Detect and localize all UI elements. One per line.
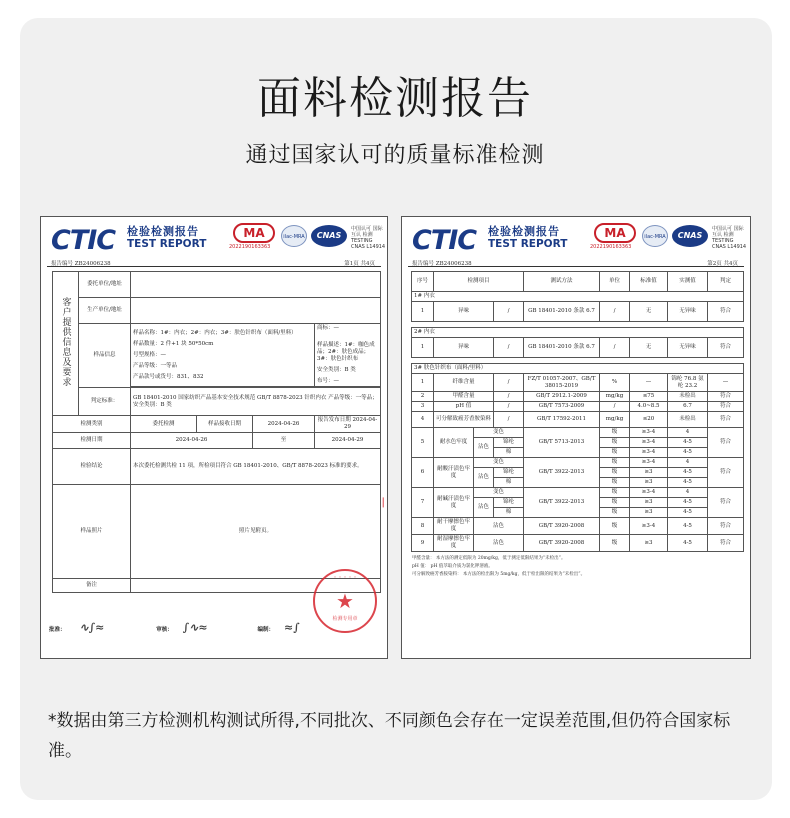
- table-row: 4 可分解致癌芳香胺染料 / GB/T 17592-2011 mg/kg ≤20 未检出 符合: [412, 412, 744, 428]
- table-row: 5 耐水色牢度 变色 GB/T 5713-2013 级 ≥3-4 4 符合: [412, 428, 744, 438]
- table-row: 沾色 锦纶 级 ≥3 4-5: [412, 498, 744, 508]
- table-row: 9 耐湿摩擦色牢度 沾色 GB/T 3920-2008 级 ≥3 4-5 符合: [412, 535, 744, 552]
- brand-label: 商标：—: [317, 325, 340, 331]
- table-row: 棉 级 ≥3-4 4-5: [412, 448, 744, 458]
- sample-photo-text: 照片见附页。: [131, 485, 381, 579]
- review-signature: ∫∿≈: [182, 621, 208, 634]
- col-header: 实测值: [668, 272, 708, 292]
- commission-unit-label: 委托单位/地址: [79, 272, 131, 298]
- test-date-label: 检测日期: [53, 433, 131, 449]
- ma-number: 2022190163363: [590, 244, 632, 250]
- table-row: 沾色 锦纶 级 ≥3 4-5: [412, 468, 744, 478]
- page-number: 第2页 共4页: [707, 261, 738, 267]
- prepare-label: 编制：: [257, 627, 275, 633]
- seal-star-icon: ★: [336, 589, 354, 613]
- table-row: 棉 级 ≥3 4-5: [412, 508, 744, 518]
- producer-label: 生产单位/地址: [79, 298, 131, 324]
- section-row: 1# 内衣: [412, 292, 744, 302]
- client-info-table: [52, 271, 381, 593]
- cnas-logo: CNAS: [672, 225, 708, 247]
- table-row: 2 甲醛含量 / GB/T 2912.1-2009 mg/kg ≤75 未检出 符合: [412, 392, 744, 402]
- table-row: 1 异味 / GB 18401-2010 条款 6.7 / 无 无异味 符合: [412, 338, 744, 358]
- approve-label: 批准：: [49, 627, 66, 633]
- ilac-mra-logo: ilac-MRA: [281, 225, 307, 247]
- sample-photo-label: 样品照片: [53, 485, 131, 579]
- test-results-table: [411, 271, 744, 552]
- col-header: 检测项目: [434, 272, 524, 292]
- remark-label: 备注: [53, 579, 131, 593]
- lot-no: 布号：—: [317, 378, 340, 384]
- seal-text: 检测专用章: [332, 616, 358, 622]
- header-rule: [47, 266, 381, 267]
- sample-info-label: 样品信息: [79, 324, 131, 388]
- ctic-logo: CTIC: [51, 225, 116, 256]
- sample-name: 样品名称：1#：内衣；2#：内衣；3#：肤色针织布（面料/里料）: [133, 329, 297, 336]
- report-title-cn: 检验检测报告: [127, 225, 199, 238]
- report-page-1: [40, 216, 388, 659]
- cnas-label: 中国认可 国际互认 检测 TESTING CNAS L14914: [351, 226, 386, 250]
- ma-number: 2022190163363: [229, 244, 271, 250]
- col-header: 测试方法: [524, 272, 600, 292]
- model-spec: 号型规格：—: [133, 351, 167, 358]
- issue-date-value: 2024-04-29: [344, 417, 378, 430]
- ma-mark: MA: [594, 223, 636, 243]
- product-grade: 产品等级：一等品: [133, 362, 178, 369]
- report-header: [47, 221, 386, 256]
- prepare-signature: ≈∫: [284, 621, 300, 634]
- disclaimer-note: *数据由第三方检测机构测试所得,不同批次、不同颜色会存在一定误差范围,但仍符合国家标准。: [48, 711, 731, 761]
- cnas-label: 中国认可 国际互认 检测 TESTING CNAS L14914: [712, 226, 747, 250]
- conclusion-label: 检验结论: [53, 449, 131, 485]
- ilac-mra-logo: ilac-MRA: [642, 225, 668, 247]
- test-type-label: 检测类别: [53, 416, 131, 433]
- page-number: 第1页 共4页: [344, 261, 375, 267]
- ctic-logo: CTIC: [412, 225, 477, 256]
- section-row: 3# 肤色针织布（面料/里料）: [412, 364, 744, 374]
- table-note: 甲醛含量： 本方法的测定低限为 20mg/kg，低于测定低限结果为“未检出”。: [412, 556, 566, 561]
- test-date-to: 2024-04-29: [315, 433, 381, 449]
- table-row: 1 纤维含量 / FZ/T 01057-2007、GB/T 38015-2019 % — 锦纶 76.8 氨纶 23.2 —: [412, 374, 744, 392]
- header-rule: [408, 266, 744, 267]
- standard-label: 判定标准：: [79, 388, 131, 416]
- table-row: 8 耐干摩擦色牢度 沾色 GB/T 3920-2008 级 ≥3-4 4-5 符合: [412, 518, 744, 535]
- recv-date-value: 2024-04-26: [253, 416, 315, 433]
- ma-mark: MA: [233, 223, 275, 243]
- table-note: pH 值： pH 值萃取介质为氯化钾溶液。: [412, 564, 493, 569]
- col-header: 序号: [412, 272, 434, 292]
- report-title-en: TEST REPORT: [127, 238, 207, 250]
- review-label: 审核：: [156, 627, 173, 633]
- report-header: [408, 221, 747, 256]
- test-type-value: 委托检测: [131, 416, 197, 433]
- standard-value: GB 18401-2010 国家纺织产品基本安全技术规范 GB/T 8878-2023 针织内衣 产品等级：一等品；安全类别：B 类: [131, 388, 381, 416]
- report-title-en: TEST REPORT: [488, 238, 568, 250]
- style-no: 产品款号或货号：831、832: [133, 373, 204, 380]
- client-section-label: 客户提供信息及要求: [53, 272, 79, 416]
- sample-desc: 样品描述：1#：咖色成品；2#：肤色成品；3#：肤色针织布: [317, 342, 375, 362]
- col-header: 标准值: [630, 272, 668, 292]
- table-note: 可分解致癌芳香胺染料： 本方法的检出限为 5mg/kg，低于检出限的结果为“未检出”。: [412, 572, 586, 577]
- issue-date-label: 报告发布日期: [317, 417, 351, 423]
- safety-class: 安全类别：B 类: [317, 367, 356, 373]
- page-title: 面料检测报告: [257, 73, 533, 124]
- recv-date-label: 样品接收日期: [197, 416, 253, 433]
- table-row: 沾色 锦纶 级 ≥3-4 4-5: [412, 438, 744, 448]
- table-row: 棉 级 ≥3 4-5: [412, 478, 744, 488]
- table-row: 6 耐酸汗渍色牢度 变色 GB/T 3922-2013 级 ≥3-4 4 符合: [412, 458, 744, 468]
- report-title-cn: 检验检测报告: [488, 225, 560, 238]
- section-row: 2# 内衣: [412, 328, 744, 338]
- test-date-from: 2024-04-26: [131, 433, 253, 449]
- official-seal: ◦ ◦ ◦ ◦ ◦ ★ 检测专用章: [313, 569, 377, 633]
- table-header-row: [412, 272, 744, 292]
- approve-signature: ∿∫≈: [79, 621, 105, 634]
- table-row: 1 异味 / GB 18401-2010 条款 6.7 / 无 无异味 符合: [412, 302, 744, 322]
- seam-stamp-mark: ❘: [379, 497, 388, 508]
- sample-qty: 样品数量：2 件+1 块 50*50cm: [133, 340, 214, 347]
- col-header: 单位: [600, 272, 630, 292]
- col-header: 判定: [708, 272, 744, 292]
- table-row: 3 pH 值 / GB/T 7573-2009 / 4.0~8.5 6.7 符合: [412, 402, 744, 412]
- report-page-2: [401, 216, 751, 659]
- report-number: 报告编号 ZB24006238: [51, 261, 111, 267]
- report-number: 报告编号 ZB24006238: [412, 261, 472, 267]
- conclusion-text: 本次委托检测共检 11 项，所检项目符合 GB 18401-2010、GB/T 8878-2023 标准的要求。: [131, 449, 381, 485]
- cnas-logo: CNAS: [311, 225, 347, 247]
- table-row: 7 耐碱汗渍色牢度 变色 GB/T 3922-2013 级 ≥3-4 4 符合: [412, 488, 744, 498]
- page-subtitle: 通过国家认可的质量标准检测: [245, 143, 545, 168]
- test-date-to-word: 至: [253, 433, 315, 449]
